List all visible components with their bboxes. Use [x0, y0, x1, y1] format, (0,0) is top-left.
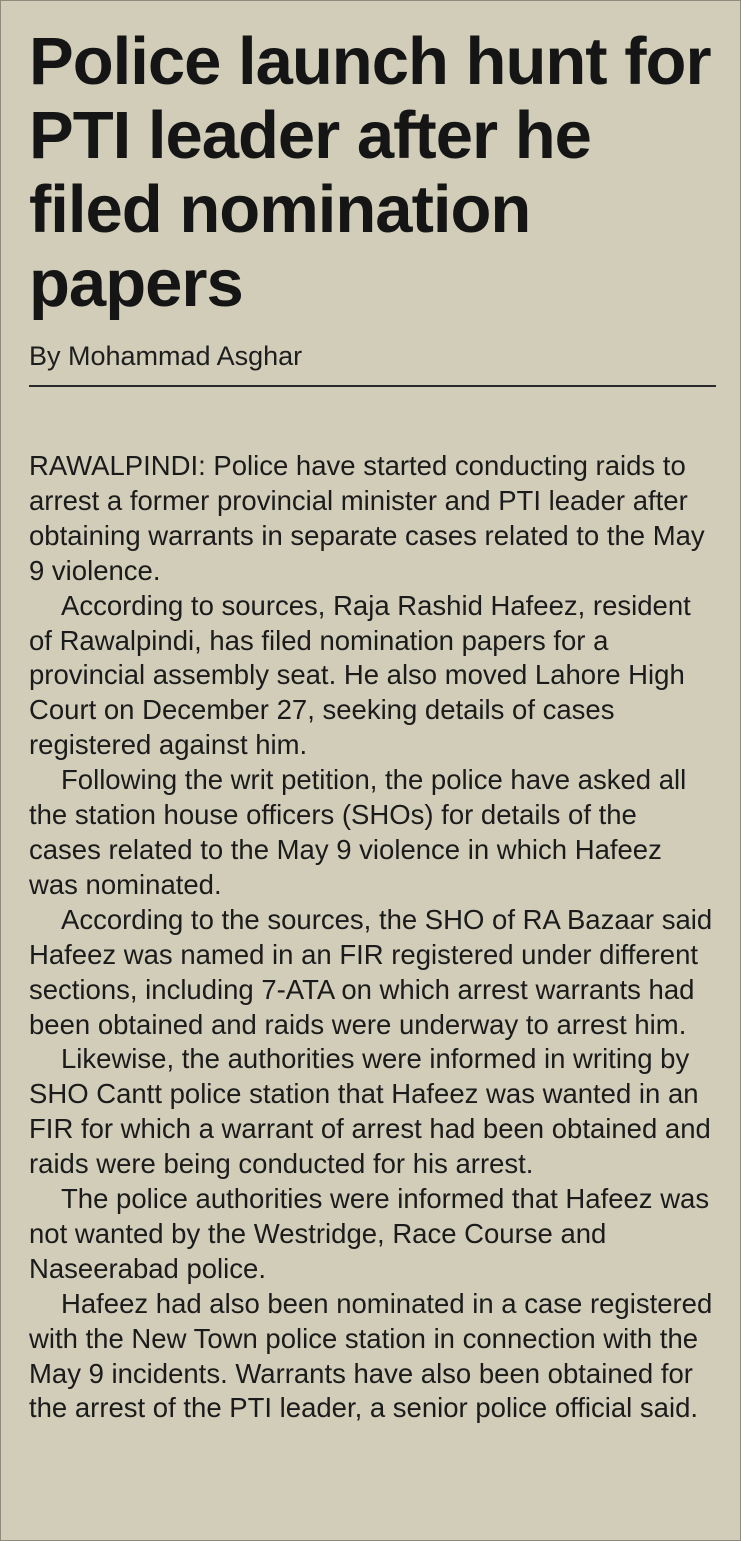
paragraph: Hafeez had also been nominated in a case registered with the New Town police station in connection with the May 9 incidents. Warrants have also been obtained for the arrest of the PTI leader, a senior police official said.	[29, 1287, 713, 1424]
article-body	[29, 449, 716, 1426]
paragraph: According to sources, Raja Rashid Hafeez, resident of Rawalpindi, has filed nomination papers for a provincial assembly seat. He also moved Lahore High Court on December 27, seeking details of cases registered against him.	[29, 589, 691, 761]
byline: By Mohammad Asghar	[29, 339, 716, 387]
paragraph: According to the sources, the SHO of RA Bazaar said Hafeez was named in an FIR registered under different sections, including 7-ATA on which arrest warrants had been obtained and raids were underway to arrest him.	[29, 903, 713, 1040]
headline: Police launch hunt for PTI leader after he filed nomination papers	[29, 24, 711, 321]
paragraph: Following the writ petition, the police have asked all the station house officers (SHOs) for details of the cases related to the May 9 violence in which Hafeez was nominated.	[29, 764, 687, 900]
paragraph: RAWALPINDI: Police have started conducting raids to arrest a former provincial minister and PTI leader after obtaining warrants in separate cases related to the May 9 violence.	[29, 450, 705, 586]
paragraph: Likewise, the authorities were informed in writing by SHO Cantt police station that Hafeez was wanted in an FIR for which a warrant of arrest had been obtained and raids were being conducted for his arrest.	[29, 1043, 711, 1180]
paragraph: The police authorities were informed that Hafeez was not wanted by the Westridge, Race Course and Naseerabad police.	[29, 1183, 710, 1284]
